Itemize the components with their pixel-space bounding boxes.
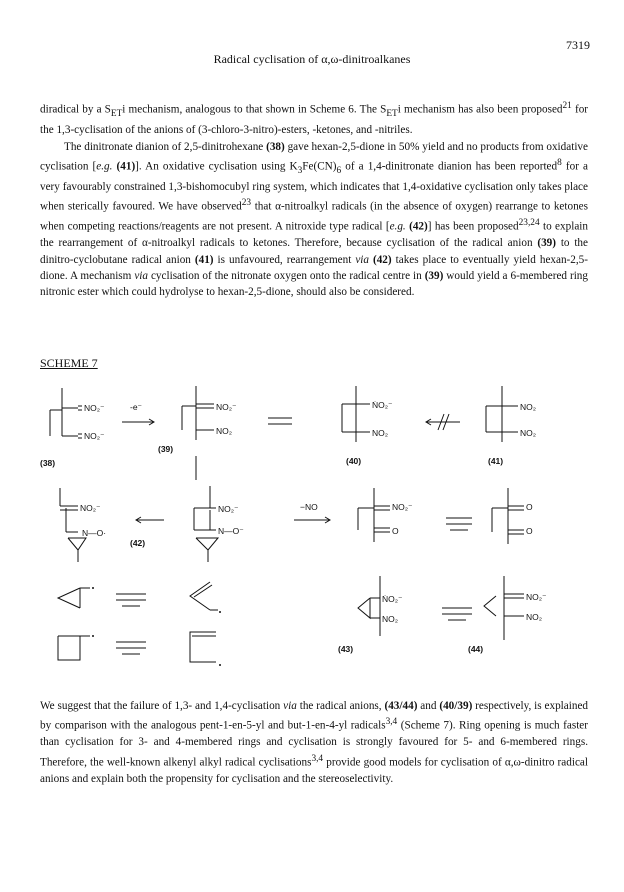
structure-hexan-2-5-dione <box>492 488 533 544</box>
svg-text:NO₂⁻: NO₂⁻ <box>80 503 101 513</box>
svg-text:ṄO₂⁻: ṄO₂⁻ <box>372 400 393 410</box>
paragraph-continued: diradical by a $S_{ET}i$ mechanism, analogous to that shown in Scheme 6. The $S_{ET}i$ mechanism has also been proposed$^{21}$ for the 1,3-cyclisation of the anions of (3-chloro-3-nitro)-esters, -ketones, and -nitriles. The dinitronate dianion of 2,5-dinitrohexane (38) gave hexan-2,5-dione in 50% yield and no products from oxidative cyclisation [e.g. (41)]. An oxidative cyclisation using $K_3Fe(CN)_6$ of a 1,4-dinitronate dianion has been reported$^8$ for a very favourably constrained 1,3-bishomocubyl ring system, which indicates that 1,4-oxidative cyclisation only takes place when sterically favoured. We have observed$^{23}$ that α-nitroalkyl radicals (in the absence of oxygen) rearrange to ketones when competing reactions/reagents are not present. A nitroxide type radical [e.g. (42)] has been proposed$^{23,24}$ to explain the rearrangement of α-nitroalkyl radicals to ketones. Therefore, because cyclisation of the radical anion (39) to the dinitro-cyclobutane radical anion (41) is unfavoured, rearrangement via (42) takes place to eventually yield hexan-2,5-dione. A mechanism via cyclisation of the nitronate oxygen onto the radical centre in (39) would yield a 6-membered ring nitronic ester which could hydrolyse to hexan-2,5-dione, should also be considered. <box>40 98 588 301</box>
svg-text:ṄO₂⁻: ṄO₂⁻ <box>382 594 403 604</box>
svg-text:NO₂⁻: NO₂⁻ <box>84 431 105 441</box>
equilibrium-43-44 <box>442 608 472 620</box>
page-number: 7319 <box>566 38 590 52</box>
svg-text:(40): (40) <box>346 456 362 466</box>
structure-44 <box>468 576 547 654</box>
equilibrium-cyclobutyl <box>116 642 146 654</box>
equilibrium-to-dione <box>446 518 472 530</box>
blocked-arrow-40-41 <box>426 414 460 430</box>
svg-text:−NO: −NO <box>300 502 318 512</box>
structure-nitroxide <box>194 486 244 562</box>
svg-text:NO₂: NO₂ <box>526 612 543 622</box>
svg-text:NO₂: NO₂ <box>372 428 389 438</box>
cyclopropylmethyl-radical <box>58 587 94 608</box>
svg-text:(38): (38) <box>40 458 56 468</box>
equilibrium-cyclopropyl <box>116 594 146 606</box>
svg-text:O: O <box>526 526 533 536</box>
svg-text:N—O·: N—O· <box>82 528 107 538</box>
cyclobutylmethyl-radical <box>58 635 94 660</box>
structure-40 <box>342 386 393 466</box>
structure-39 <box>158 386 237 454</box>
structure-43 <box>338 576 403 654</box>
arrow-minus-e <box>122 402 154 425</box>
structure-38 <box>40 388 105 468</box>
scheme-title: SCHEME 7 <box>40 356 98 370</box>
butenyl-radical <box>190 582 221 613</box>
svg-text:(41): (41) <box>488 456 504 466</box>
svg-text:N—O⁻: N—O⁻ <box>218 526 244 536</box>
scheme-7-diagram <box>40 380 588 680</box>
svg-text:NO₂: NO₂ <box>520 428 537 438</box>
svg-text:(43): (43) <box>338 644 354 654</box>
svg-text:(39): (39) <box>158 444 174 454</box>
arrow-minus-no <box>294 502 330 523</box>
structure-42 <box>60 488 145 562</box>
svg-text:(42): (42) <box>130 538 146 548</box>
structure-ketone-nitronate <box>358 488 413 542</box>
paragraph-dinitronate: The dinitronate dianion of 2,5-dinitrohexane (38) gave hexan-2,5-dione in 50% yield and no products from oxidative cyclisation [e.g. (41)]. An oxidative cyclisation using $K_3Fe(CN)_6$ of a 1,4-dinitronate dianion has been reported$^8$ for a very favourably constrained 1,3-bishomocubyl ring system, which indicates that 1,4-oxidative cyclisation only takes place when sterically favoured. We have observed$^{23}$ that α-nitroalkyl radicals (in the absence of oxygen) rearrange to ketones when competing reactions/reagents are not present. A nitroxide type radical [e.g. (42)] has been proposed$^{23,24}$ to explain the rearrangement of α-nitroalkyl radicals to ketones. Therefore, because cyclisation of the radical anion (39) to the dinitro-cyclobutane radical anion (41) is unfavoured, rearrangement via (42) takes place to eventually yield hexan-2,5-dione. A mechanism via cyclisation of the nitronate oxygen onto the radical centre in (39) would yield a 6-membered ring nitronic ester which could hydrolyse to hexan-2,5-dione, should also be considered. <box>40 140 589 299</box>
svg-text:NO₂: NO₂ <box>216 426 233 436</box>
structure-41 <box>486 386 536 466</box>
svg-text:NO₂⁻: NO₂⁻ <box>218 504 239 514</box>
svg-text:O: O <box>392 526 399 536</box>
svg-text:(44): (44) <box>468 644 484 654</box>
svg-text:NO₂⁻: NO₂⁻ <box>216 402 237 412</box>
svg-text:NO₂⁻: NO₂⁻ <box>526 592 547 602</box>
running-head: Radical cyclisation of α,ω-dinitroalkanes <box>213 52 411 66</box>
paragraph-suggestion: We suggest that the failure of 1,3- and 1,4-cyclisation via the radical anions, (43/44) and (40/39) respectively, is explained by comparison with the analogous pent-1-en-5-yl and but-1-en-4-yl radicals$^{3,4}$ (Scheme 7). Ring opening is much faster than cyclisation for 3- and 4-membered rings and cyclisation is strongly favoured for 5- and 6-membered rings. Therefore, the well-known alkenyl alkyl radical cyclisations$^{3,4}$ provide good models for cyclisation of α,ω-dinitro radical anions and explain both the propensity for cyclisation and the stereoselectivity. <box>40 700 589 785</box>
svg-text:-e⁻: -e⁻ <box>130 402 143 412</box>
svg-text:NO₂⁻: NO₂⁻ <box>84 403 105 413</box>
svg-text:NO₂: NO₂ <box>520 402 537 412</box>
arrow-42-reverse <box>136 517 164 523</box>
svg-text:NO₂: NO₂ <box>382 614 399 624</box>
svg-text:NO₂⁻: NO₂⁻ <box>392 502 413 512</box>
pentenyl-radical <box>190 632 221 666</box>
svg-text:O: O <box>526 502 533 512</box>
equilibrium-39-40 <box>268 418 292 424</box>
